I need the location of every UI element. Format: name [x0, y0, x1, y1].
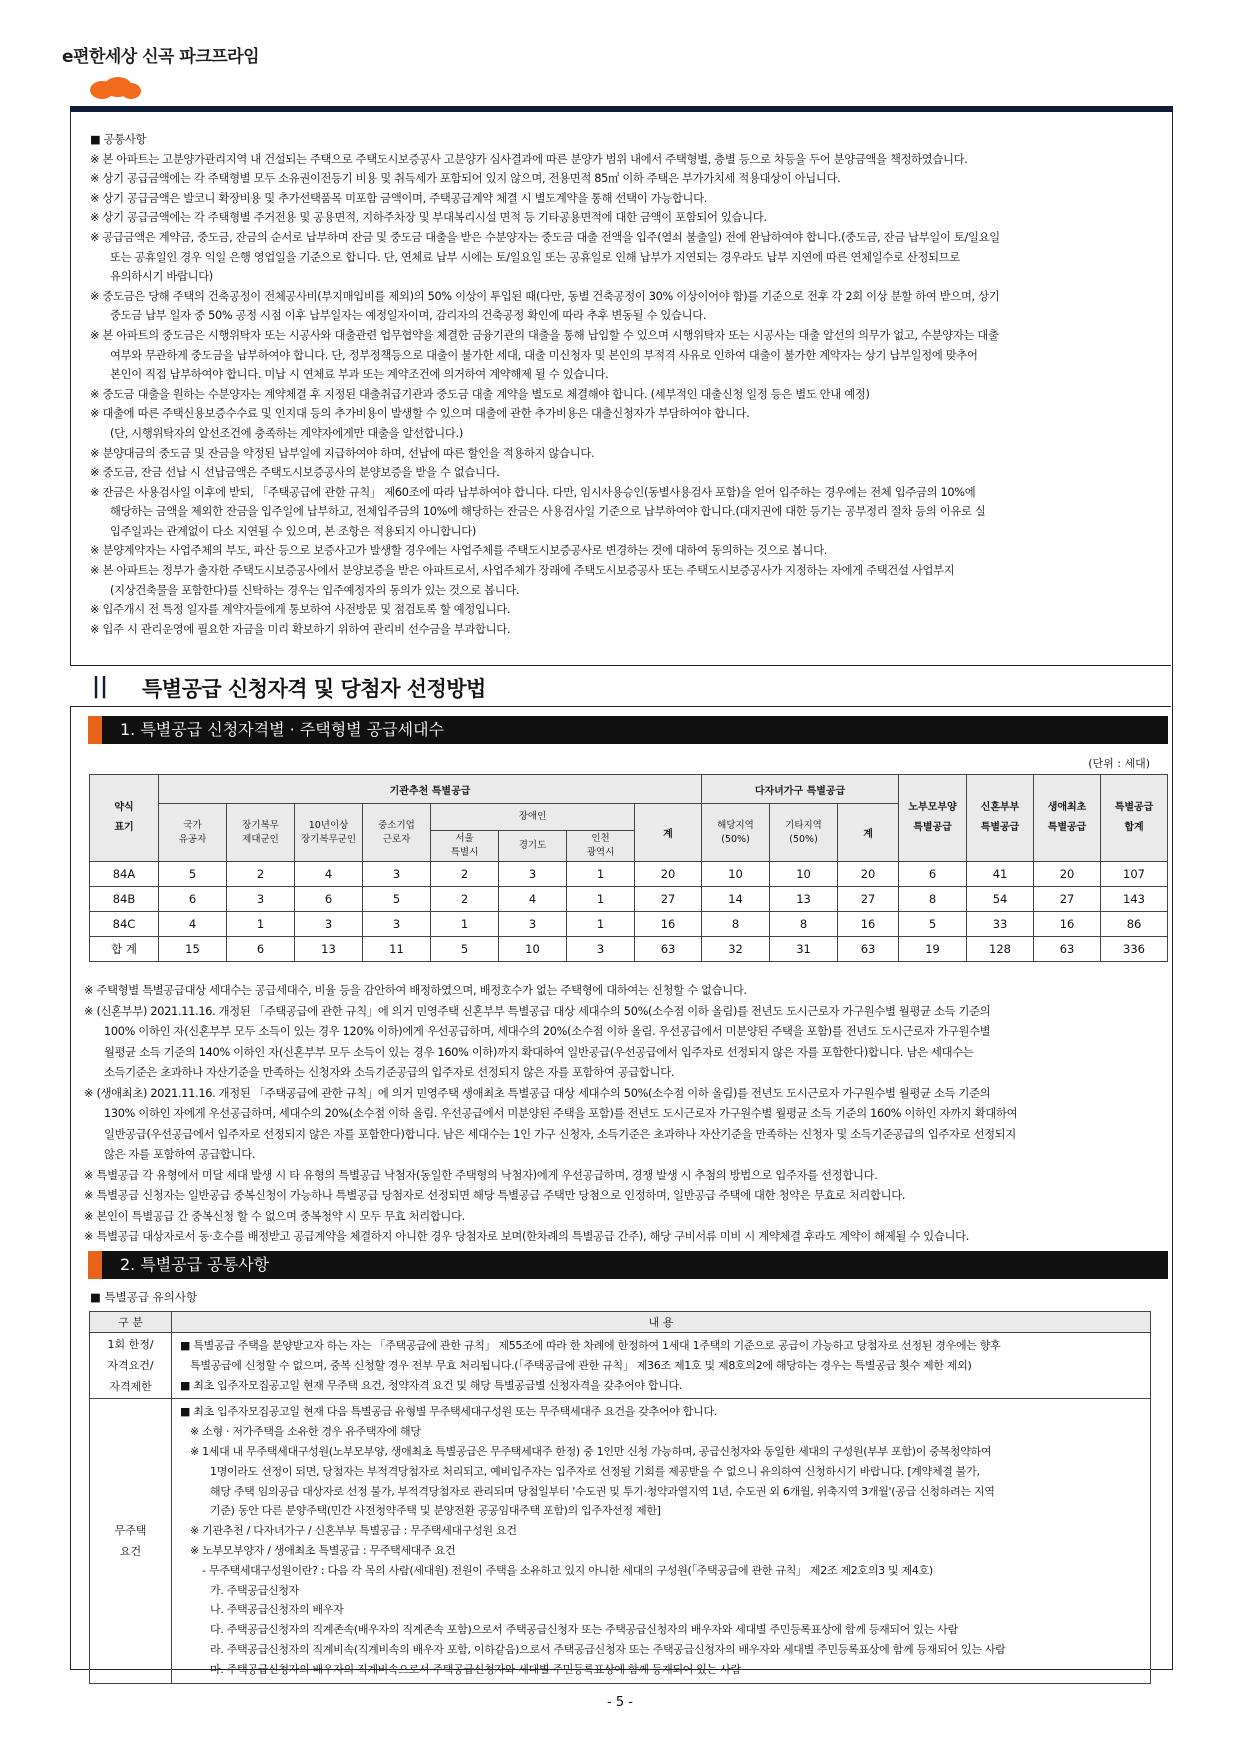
- table-cell: 3: [295, 912, 363, 937]
- note-line: 중도금 납부 일자 중 50% 공정 시점 이후 납부일자는 예정일자이며, 감리자의 건축공정 확인에 따라 추후 변동될 수 있습니다.: [110, 309, 707, 323]
- table-cell: 1: [567, 887, 635, 912]
- document-header-title: e편한세상 신곡 파크프라임: [62, 47, 260, 67]
- table-row: [90, 862, 1168, 887]
- table-cell: 13: [770, 887, 838, 912]
- note-line: 월평균 소득 기준의 140% 이하인 자(신혼부부 모두 소득이 있는 경우 160% 이하)까지 확대하여 일반공급(우선공급에서 입주자로 선정되지 않은 자를 포함한다)합니다. 남은 세대수는: [104, 1045, 974, 1059]
- caution-row2-content: [172, 1399, 1150, 1682]
- table-cell: 6: [159, 887, 227, 912]
- note-line: 일반공급(우선공급에서 입주자로 선정되지 않은 자를 포함한다)합니다. 남은 세대수는 1인 가구 신청자, 소득기준은 초과하나 자산기준을 만족하는 신청자 및 소득기준공급의 입주자로 선정되지: [104, 1127, 1017, 1141]
- content-line: ■ 최초 입주자모집공고일 현재 무주택 요건, 청약자격 요건 및 해당 특별공급별 신청자격을 갖추어야 합니다.: [180, 1378, 683, 1392]
- table-cell: 1: [567, 912, 635, 937]
- table-cell: 336: [1101, 937, 1168, 962]
- note-line: ※ 상기 공급금액에는 각 주택형별 모두 소유권이전등기 비용 및 취득세가 포함되어 있지 않으며, 전용면적 85㎡ 이하 주택은 부가가치세 적용대상이 아닙니다.: [90, 172, 841, 186]
- header-incheon: 인천 광역시: [567, 831, 635, 862]
- table-cell: 27: [1034, 887, 1101, 912]
- page-number: - 5 -: [607, 1695, 633, 1710]
- header-type: 약식 표기: [90, 775, 159, 862]
- header-local: 해당지역 (50%): [702, 804, 770, 862]
- unit-label: (단위 : 세대): [1088, 757, 1150, 770]
- note-line: ※ 공급금액은 계약금, 중도금, 잔금의 순서로 납부하며 잔금 및 중도금 대출을 받은 수분양자는 중도금 대출 전액을 입주(열쇠 불출일) 전에 완납하여야 합니다.(중도금, 잔금 납부일이 토/일요일: [90, 230, 1000, 244]
- table-cell: 3: [499, 862, 567, 887]
- note-line: ※ 중도금 대출을 원하는 수분양자는 계약체결 후 지정된 대출취급기관과 중도금 대출 계약을 별도로 체결해야 합니다. (세부적인 대출신청 일정 등은 별도 안내 예정): [90, 387, 870, 401]
- table-cell: 128: [967, 937, 1034, 962]
- caution-table: [89, 1311, 1151, 1684]
- table-cell: 63: [838, 937, 899, 962]
- table-cell: 16: [635, 912, 702, 937]
- note-line: (단, 시행위탁자의 알선조건에 충족하는 계약자에게만 대출을 알선합니다.): [110, 426, 463, 440]
- note-line: ※ 특별공급 신청자는 일반공급 중복신청이 가능하나 특별공급 당첨자로 선정되면 해당 특별공급 주택만 당첨으로 인정하며, 일반공급 주택에 대한 청약은 무효로 처리합니다.: [84, 1189, 906, 1202]
- content-line: - 무주택세대구성원이란? : 다음 각 목의 사람(세대원) 전원이 주택을 소유하고 있지 아니한 세대의 구성원(「주택공급에 관한 규칙」 제2조 제2호의3 및 제4호): [202, 1563, 933, 1577]
- table-cell: 3: [227, 887, 295, 912]
- note-line: ※ 특별공급 각 유형에서 미달 세대 발생 시 타 유형의 특별공급 낙첨자(동일한 주택형의 낙첨자)에게 우선공급하며, 경쟁 발생 시 추첨의 방법으로 입주자를 선정합니다.: [84, 1168, 878, 1182]
- note-line: 본인이 직접 납부하여야 합니다. 미납 시 연체료 부과 또는 계약조건에 의거하여 계약해제 될 수 있습니다.: [110, 368, 609, 382]
- content-line: 1명이라도 선정이 되면, 당첨자는 부적격당첨자로 처리되고, 예비입주자는 입주자로 선정될 기회를 제공받을 수 없으니 유의하여 신청하시기 바랍니다. [계약체결 불가,: [210, 1464, 980, 1478]
- header-subtotal2: 계: [838, 804, 899, 862]
- note-line: ※ 중도금, 잔금 선납 시 선납금액은 주택도시보증공사의 분양보증을 받을 수 없습니다.: [90, 466, 500, 480]
- content-line: ※ 1세대 내 무주택세대구성원(노부모부양, 생애최초 특별공급은 무주택세대주 한정) 중 1인만 신청 가능하며, 공급신청자와 동일한 세대의 구성원(부부 포함)이 중복청약하여: [190, 1444, 992, 1458]
- row-type: 84A: [90, 862, 159, 887]
- header-firsttime: 생애최초 특별공급: [1034, 775, 1101, 862]
- table-cell: 20: [838, 862, 899, 887]
- header-veteran: 장기복무 제대군인: [227, 804, 295, 862]
- section-marker: ||: [92, 674, 109, 699]
- header-gyeonggi: 경기도: [499, 831, 567, 862]
- header-subtotal: 계: [635, 804, 702, 862]
- table-cell: 16: [1034, 912, 1101, 937]
- table-cell: 6: [899, 862, 967, 887]
- table-cell: 16: [838, 912, 899, 937]
- table-cell: 2: [431, 887, 499, 912]
- section-title: 특별공급 신청자격 및 당첨자 선정방법: [142, 677, 486, 701]
- note-line: ※ 주택형별 특별공급대상 세대수는 공급세대수, 비율 등을 감안하여 배정하였으며, 배정호수가 없는 주택형에 대하여는 신청할 수 없습니다.: [84, 984, 747, 997]
- table-cell: 5: [431, 937, 499, 962]
- row-type: 84B: [90, 887, 159, 912]
- table-cell: 107: [1101, 862, 1168, 887]
- content-line: 특별공급에 신청할 수 없으며, 중복 신청할 경우 전부 무효 처리됩니다.(「주택공급에 관한 규칙」 제36조 제1호 및 제8호의2에 해당하는 경우는 특별공급 횟수 제한 제외): [190, 1358, 972, 1372]
- table-cell: 1: [431, 912, 499, 937]
- table-cell: 143: [1101, 887, 1168, 912]
- note-line: ※ 중도금은 당해 주택의 건축공정이 전체공사비(부지매입비를 제외)의 50% 이상이 투입된 때(다만, 동별 건축공정이 30% 이상이어야 함)를 기준으로 전후 각 2회 이상 분할 하여 받으며, 상기: [90, 289, 1000, 303]
- note-line: ※ 잔금은 사용검사일 이후에 받되, 「주택공급에 관한 규칙」 제60조에 따라 납부하여야 합니다. 다만, 임시사용승인(동별사용검사 포함)을 얻어 입주하는 경우에는 전체 입주금의 10%에: [90, 485, 976, 499]
- table-row: [90, 887, 1168, 912]
- header-institution: 기관추천 특별공급: [159, 775, 702, 804]
- note-line: 소득기준은 초과하나 자산기준을 만족하는 신청자와 소득기준공급의 입주자로 선정되지 않은 자를 포함하여 공급합니다.: [104, 1066, 675, 1079]
- table-cell: 8: [702, 912, 770, 937]
- note-line: ※ 입주 시 관리운영에 필요한 자금을 미리 확보하기 위하여 관리비 선수금을 부과합니다.: [90, 622, 511, 636]
- subsection-2-title: 2. 특별공급 공통사항: [120, 1255, 270, 1274]
- table-cell: 1: [227, 912, 295, 937]
- table-cell: 19: [899, 937, 967, 962]
- header-disabled: 장애인: [431, 804, 635, 831]
- note-line: ※ 본 아파트의 중도금은 시행위탁자 또는 시공사와 대출관련 업무협약을 체결한 금융기관의 대출을 통해 납입할 수 있으며 시행위탁자 또는 시공사는 대출 알선의 의무가 없고, 수분양자는 대출: [90, 328, 999, 342]
- header-elderly: 노부모부양 특별공급: [899, 775, 967, 862]
- table-cell: 3: [363, 912, 431, 937]
- note-line: 100% 이하인 자(신혼부부 모두 소득이 있는 경우 120% 이하)에게 우선공급하며, 세대수의 20%(소수점 이하 올림. 우선공급에서 미분양된 주택을 포함)를 전년도 도시근로자 가구원수별: [104, 1025, 991, 1038]
- content-line: 가. 주택공급신청자: [210, 1583, 300, 1597]
- content-line: 다. 주택공급신청자의 직계존속(배우자의 직계존속 포함)으로서 주택공급신청자 또는 주택공급신청자의 배우자와 세대별 주민등록표상에 함께 등재되어 있는 사람: [210, 1623, 958, 1637]
- table-cell: 8: [899, 887, 967, 912]
- subsection-1-title: 1. 특별공급 신청자격별 · 주택형별 공급세대수: [120, 720, 444, 739]
- table-cell: 10: [702, 862, 770, 887]
- table-cell: 5: [363, 887, 431, 912]
- note-line: ■ 공통사항: [90, 133, 147, 146]
- content-line: ※ 기관추천 / 다자녀가구 / 신혼부부 특별공급 : 무주택세대구성원 요건: [190, 1524, 517, 1538]
- table-cell: 86: [1101, 912, 1168, 937]
- table-cell: 31: [770, 937, 838, 962]
- supply-table: [89, 774, 1168, 962]
- special-supply-notes: [84, 981, 1159, 1248]
- table-cell: 8: [770, 912, 838, 937]
- table-cell: 5: [159, 862, 227, 887]
- header-total: 특별공급 합계: [1101, 775, 1168, 862]
- note-line: (지상건축물을 포함한다)를 신탁하는 경우는 입주예정자의 동의가 있는 것으로 봅니다.: [110, 583, 520, 597]
- table-cell: 20: [635, 862, 702, 887]
- section-heading: [70, 665, 1171, 707]
- content-line: 라. 주택공급신청자의 직계비속(직계비속의 배우자 포함, 이하같음)으로서 주택공급신청자 또는 주택공급신청자의 배우자와 세대별 주민등록표상에 함께 등재되어 있는 사람: [210, 1642, 1006, 1656]
- note-line: 130% 이하인 자에게 우선공급하며, 세대수의 20%(소수점 이하 올림. 우선공급에서 미분양된 주택을 포함)를 전년도 도시근로자 가구원수별 월평균 소득 기준의 160% 이하인 자까지 확대하여: [104, 1107, 1018, 1120]
- row-type: 84C: [90, 912, 159, 937]
- header-multichild: 다자녀가구 특별공급: [702, 775, 899, 804]
- table-cell: 2: [431, 862, 499, 887]
- caution-label: ■ 특별공급 유의사항: [90, 1290, 198, 1304]
- row-type: 합 계: [90, 937, 159, 962]
- table-cell: 63: [1034, 937, 1101, 962]
- common-notes: [90, 130, 1160, 639]
- note-line: ※ 분양계약자는 사업주체의 부도, 파산 등으로 보증사고가 발생할 경우에는 사업주체를 주택도시보증공사로 변경하는 것에 대하여 동의하는 것으로 봅니다.: [90, 544, 828, 558]
- content-line: 나. 주택공급신청자의 배우자: [210, 1603, 344, 1617]
- content-line: ■ 특별공급 주택을 분양받고자 하는 자는 「주택공급에 관한 규칙」 제55조에 따라 한 차례에 한정하여 1세대 1주택의 기준으로 공급이 가능하고 당첨자로 선정된 경우에는 향후: [180, 1339, 1001, 1352]
- caution-row1-label: 1회 한정/ 자격요건/ 자격제한: [90, 1333, 172, 1399]
- table-cell: 5: [899, 912, 967, 937]
- content-line: ■ 최초 입주자모집공고일 현재 다음 특별공급 유형별 무주택세대구성원 또는 무주택세대주 요건을 갖추어야 합니다.: [180, 1405, 717, 1419]
- table-cell: 4: [499, 887, 567, 912]
- header-veteran10: 10년이상 장기복무군인: [295, 804, 363, 862]
- table-row: [90, 912, 1168, 937]
- brand-cloud-icon: [88, 76, 142, 100]
- table-cell: 2: [227, 862, 295, 887]
- note-line: 해당하는 금액을 제외한 잔금을 입주일에 납부하고, 전체입주금의 10%에 해당하는 잔금은 사용검사일 기준으로 납부하여야 합니다.(대지권에 대한 등기는 공부정리 절차 등의 이유로 실: [110, 505, 986, 519]
- table-cell: 3: [567, 937, 635, 962]
- header-newlywed: 신혼부부 특별공급: [967, 775, 1034, 862]
- header-other: 기타지역 (50%): [770, 804, 838, 862]
- table-cell: 41: [967, 862, 1034, 887]
- content-line: 마. 주택공급신청자의 배우자의 직계비속으로서 주택공급신청자와 세대별 주민등록표상에 함께 등재되어 있는 사람: [210, 1662, 741, 1676]
- content-line: ※ 노부모부양자 / 생애최초 특별공급 : 무주택세대주 요건: [190, 1543, 456, 1557]
- table-cell: 1: [567, 862, 635, 887]
- table-cell: 6: [227, 937, 295, 962]
- note-line: ※ 본 아파트는 정부가 출자한 주택도시보증공사에서 분양보증을 받은 아파트로서, 사업주체가 장래에 주택도시보증공사 또는 주택도시보증공사가 지정하는 자에게 주택건설 사업부지: [90, 564, 955, 578]
- table-cell: 14: [702, 887, 770, 912]
- note-line: 여부와 무관하게 중도금을 납부하여야 합니다. 단, 정부정책등으로 대출이 불가한 세대, 대출 미신청자 및 본인의 부적격 사유로 인하여 대출이 불가한 계약자는 상기 납부일정에 맞추어: [110, 348, 978, 362]
- table-cell: 10: [770, 862, 838, 887]
- caution-row1-content: [172, 1333, 1150, 1398]
- note-line: ※ 대출에 따른 주택신용보증수수료 및 인지대 등의 추가비용이 발생할 수 있으며 대출에 관한 추가비용은 대출신청자가 부담하여야 합니다.: [90, 407, 750, 421]
- note-line: ※ 상기 공급금액은 발코니 확장비용 및 추가선택품목 미포함 금액이며, 주택공급계약 체결 시 별도계약을 통해 선택이 가능합니다.: [90, 191, 707, 205]
- table-cell: 27: [635, 887, 702, 912]
- table-cell: 27: [838, 887, 899, 912]
- caution-header-content: 내 용: [172, 1312, 1151, 1333]
- table-cell: 54: [967, 887, 1034, 912]
- table-cell: 32: [702, 937, 770, 962]
- note-line: ※ 입주개시 전 특정 일자를 계약자들에게 통보하여 사전방문 및 점검토록 할 예정입니다.: [90, 603, 511, 617]
- note-line: ※ 본인이 특별공급 간 중복신청 할 수 없으며 중복청약 시 모두 무효 처리합니다.: [84, 1209, 465, 1223]
- table-cell: 13: [295, 937, 363, 962]
- subsection-accent: [88, 1251, 102, 1279]
- table-cell: 33: [967, 912, 1034, 937]
- subsection-2-heading: [88, 1251, 1168, 1279]
- note-line: ※ (생애최초) 2021.11.16. 개정된 「주택공급에 관한 규칙」에 의거 민영주택 생애최초 특별공급 대상 세대수의 50%(소수점 이하 올림)를 전년도 도시근로자 가구원수별 월평균 소득 기준의: [84, 1086, 991, 1100]
- table-cell: 15: [159, 937, 227, 962]
- note-line: ※ 본 아파트는 고분양가관리지역 내 건설되는 주택으로 주택도시보증공사 고분양가 심사결과에 따른 분양가 범위 내에서 주택형별, 층별 등으로 차등을 두어 분양금액을 책정하였습니다.: [90, 152, 968, 166]
- note-line: ※ (신혼부부) 2021.11.16. 개정된 「주택공급에 관한 규칙」에 의거 민영주택 신혼부부 특별공급 대상 세대수의 50%(소수점 이하 올림)를 전년도 도시근로자 가구원수별 월평균 소득 기준의: [84, 1004, 991, 1018]
- header-sme: 중소기업 근로자: [363, 804, 431, 862]
- note-line: 입주일과는 관계없이 다소 지연될 수 있으며, 본 조항은 적용되지 아니합니다): [110, 524, 477, 538]
- note-line: 유의하시기 바랍니다): [110, 270, 213, 284]
- table-cell: 3: [499, 912, 567, 937]
- content-line: ※ 소형 · 저가주택을 소유한 경우 유주택자에 해당: [190, 1425, 421, 1439]
- table-cell: 63: [635, 937, 702, 962]
- table-cell: 20: [1034, 862, 1101, 887]
- note-line: 또는 공휴일인 경우 익일 은행 영업일을 기준으로 합니다. 단, 연체료 납부 시에는 토/일요일 또는 공휴일로 인해 납부가 지연되는 경우라도 납부 지연에 따른 연체일수로 산정되므로: [110, 250, 960, 264]
- note-line: ※ 분양대금의 중도금 및 잔금을 약정된 납부일에 지급하여야 하며, 선납에 따른 할인을 적용하지 않습니다.: [90, 446, 595, 460]
- table-cell: 6: [295, 887, 363, 912]
- note-line: 않은 자를 포함하여 공급합니다.: [104, 1148, 256, 1161]
- table-cell: 11: [363, 937, 431, 962]
- subsection-accent: [88, 716, 102, 744]
- table-cell: 4: [295, 862, 363, 887]
- header-seoul: 서울 특별시: [431, 831, 499, 862]
- caution-row2-label: 무주택 요건: [90, 1399, 172, 1683]
- table-row: [90, 937, 1168, 962]
- header-merit: 국가 유공자: [159, 804, 227, 862]
- table-cell: 3: [363, 862, 431, 887]
- caution-header-category: 구 분: [90, 1312, 172, 1333]
- content-line: 기준) 동안 다른 분양주택(민간 사전청약주택 및 분양전환 공공임대주택 포함)의 입주자선정 제한]: [210, 1504, 661, 1518]
- note-line: ※ 특별공급 대상자로서 동·호수를 배정받고 공급계약을 체결하지 아니한 경우 당첨자로 보며(한차례의 특별공급 간주), 해당 구비서류 미비 시 계약체결 후라도 계약이 해제될 수 있습니다.: [84, 1230, 970, 1243]
- note-line: ※ 상기 공급금액에는 각 주택형별 주거전용 및 공용면적, 지하주차장 및 부대복리시설 면적 등 기타공용면적에 대한 금액이 포함되어 있습니다.: [90, 211, 767, 225]
- content-line: 해당 주택 임의공급 대상자로 선정 불가, 부적격당첨자로 관리되며 당첨일부터 '수도권 및 투기·청약과열지역 1년, 수도권 외 6개월, 위축지역 3개월'(공급 신청하려는 지역: [210, 1484, 995, 1498]
- subsection-1-heading: [88, 716, 1168, 744]
- table-cell: 10: [499, 937, 567, 962]
- table-cell: 4: [159, 912, 227, 937]
